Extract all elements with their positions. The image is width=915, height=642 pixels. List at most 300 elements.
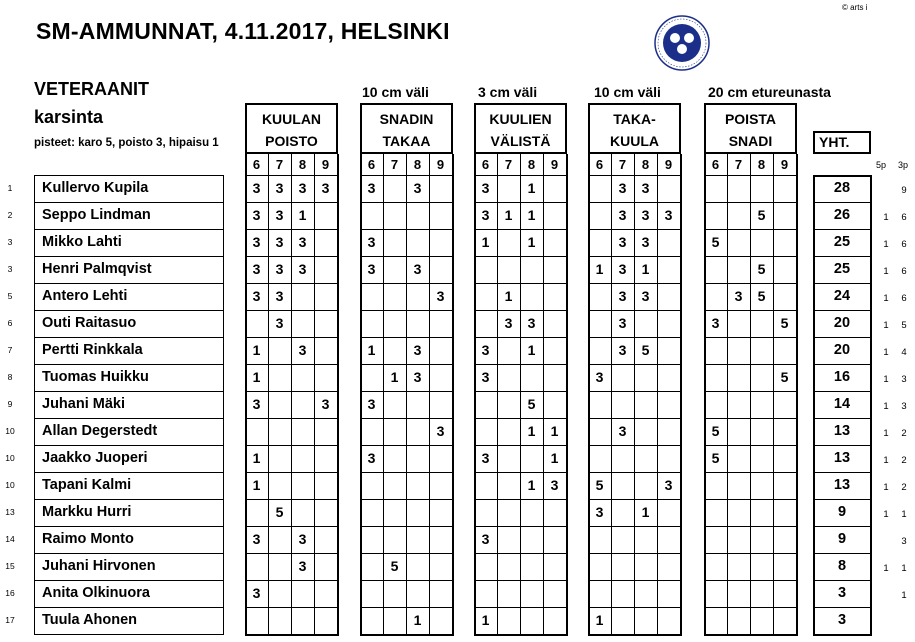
grid-line	[34, 472, 224, 473]
score-cell: 3	[711, 315, 720, 331]
total-score: 25	[833, 234, 851, 250]
score-cell: 3	[275, 180, 284, 196]
score-cell: 5	[390, 558, 399, 574]
score-cell	[406, 526, 429, 553]
score-cell	[429, 364, 452, 391]
score-cell	[657, 418, 680, 445]
grid-line	[34, 391, 224, 392]
grid-line	[34, 499, 224, 500]
scoring-note: pisteet: karo 5, poisto 3, hipaisu 1	[34, 137, 219, 149]
score-cell	[360, 580, 383, 607]
rank-number: 7	[7, 345, 13, 355]
score-cell	[727, 526, 750, 553]
score-cell	[429, 310, 452, 337]
score-cell	[497, 364, 520, 391]
score-cell	[314, 310, 337, 337]
score-cell	[360, 553, 383, 580]
count-5p: 1	[883, 266, 889, 277]
score-cell: 3	[664, 207, 673, 223]
total-score: 16	[833, 369, 851, 385]
score-cell	[474, 418, 497, 445]
score-cell: 5	[711, 423, 720, 439]
score-cell	[314, 553, 337, 580]
score-cell	[429, 607, 452, 634]
player-name: Allan Degerstedt	[42, 423, 158, 439]
subcol-header: 8	[413, 157, 422, 172]
score-cell: 3	[436, 288, 445, 304]
score-cell	[543, 391, 566, 418]
score-cell	[727, 580, 750, 607]
score-cell: 3	[321, 396, 330, 412]
score-cell	[406, 499, 429, 526]
total-score: 24	[833, 288, 851, 304]
score-cell: 3	[367, 261, 376, 277]
score-cell	[543, 175, 566, 202]
count-3p: 1	[901, 509, 907, 520]
subcol-header: 9	[321, 157, 330, 172]
group-header-3: KUULIEN VÄLISTÄ	[474, 103, 567, 154]
subcol-header: 9	[436, 157, 445, 172]
count-5p: 1	[883, 482, 889, 493]
score-cell: 3	[252, 234, 261, 250]
score-cell	[611, 499, 634, 526]
score-cell: 3	[481, 369, 490, 385]
score-cell	[773, 499, 796, 526]
score-cell	[704, 553, 727, 580]
score-cell	[773, 283, 796, 310]
score-cell	[497, 337, 520, 364]
score-cell: 1	[595, 612, 604, 628]
score-cell	[406, 283, 429, 310]
score-cell	[383, 607, 406, 634]
score-cell	[750, 553, 773, 580]
distance-label-3: 10 cm väli	[594, 84, 661, 100]
score-cell	[634, 526, 657, 553]
score-cell	[383, 256, 406, 283]
category-label: VETERAANIT	[34, 79, 150, 99]
score-cell: 5	[641, 342, 650, 358]
score-cell	[750, 364, 773, 391]
score-cell: 3	[252, 288, 261, 304]
score-cell: 1	[550, 450, 559, 466]
count-3p: 1	[901, 563, 907, 574]
grid-line	[337, 154, 339, 634]
score-cell: 1	[504, 288, 513, 304]
grid-line	[245, 634, 339, 636]
score-cell	[727, 310, 750, 337]
grid-line	[813, 580, 872, 581]
score-cell	[291, 310, 314, 337]
rank-number: 13	[5, 507, 15, 517]
score-cell	[773, 256, 796, 283]
score-cell: 3	[413, 342, 422, 358]
player-name: Outi Raitasuo	[42, 315, 137, 331]
score-cell	[429, 202, 452, 229]
score-cell	[383, 499, 406, 526]
score-cell	[611, 553, 634, 580]
score-cell: 3	[413, 261, 422, 277]
score-cell	[543, 364, 566, 391]
grid-line	[813, 364, 872, 365]
subcol-header: 9	[664, 157, 673, 172]
score-cell	[657, 229, 680, 256]
score-cell: 1	[390, 369, 399, 385]
score-cell: 5	[595, 477, 604, 493]
extra-header-5p: 5p	[876, 160, 887, 170]
count-3p: 6	[901, 212, 907, 223]
score-cell	[360, 526, 383, 553]
score-cell	[268, 472, 291, 499]
score-cell: 1	[641, 261, 650, 277]
count-5p: 1	[883, 293, 889, 304]
total-score: 14	[833, 396, 851, 412]
total-score: 20	[833, 315, 851, 331]
score-cell	[360, 364, 383, 391]
score-cell: 3	[618, 234, 627, 250]
score-cell	[750, 229, 773, 256]
rank-number: 17	[5, 615, 15, 625]
total-score: 13	[833, 450, 851, 466]
score-cell: 5	[275, 504, 284, 520]
score-cell	[750, 445, 773, 472]
score-cell	[634, 445, 657, 472]
score-cell	[727, 499, 750, 526]
distance-label-4: 20 cm etureunasta	[708, 84, 831, 100]
rank-number: 8	[7, 372, 13, 382]
subcol-header: 7	[504, 157, 513, 172]
score-cell	[429, 391, 452, 418]
score-cell	[727, 391, 750, 418]
score-cell	[750, 607, 773, 634]
score-cell	[588, 310, 611, 337]
score-cell	[497, 526, 520, 553]
score-cell	[268, 553, 291, 580]
score-cell	[383, 202, 406, 229]
grid-line	[34, 634, 224, 635]
score-cell	[657, 391, 680, 418]
rank-number: 10	[5, 426, 15, 436]
score-cell	[291, 418, 314, 445]
score-cell: 3	[252, 207, 261, 223]
score-cell	[704, 364, 727, 391]
rank-number: 9	[7, 399, 13, 409]
score-cell	[727, 553, 750, 580]
score-cell	[704, 175, 727, 202]
score-cell	[360, 310, 383, 337]
count-3p: 5	[901, 320, 907, 331]
score-cell	[314, 526, 337, 553]
score-cell: 3	[321, 180, 330, 196]
grid-line	[452, 154, 454, 634]
score-cell	[497, 418, 520, 445]
player-name: Tuomas Huikku	[42, 369, 149, 385]
score-cell	[520, 256, 543, 283]
score-cell	[268, 418, 291, 445]
grid-line	[34, 283, 224, 284]
score-cell	[383, 337, 406, 364]
score-cell	[291, 472, 314, 499]
score-cell: 3	[298, 261, 307, 277]
score-cell	[291, 499, 314, 526]
count-3p: 2	[901, 482, 907, 493]
player-name: Henri Palmqvist	[42, 261, 152, 277]
score-cell	[588, 445, 611, 472]
count-3p: 2	[901, 428, 907, 439]
score-cell	[383, 472, 406, 499]
player-name: Seppo Lindman	[42, 207, 151, 223]
score-cell	[245, 607, 268, 634]
score-cell: 5	[780, 369, 789, 385]
score-cell	[406, 580, 429, 607]
score-cell	[429, 472, 452, 499]
score-cell	[727, 607, 750, 634]
score-cell: 3	[481, 207, 490, 223]
rank-number: 2	[7, 210, 13, 220]
score-cell	[588, 391, 611, 418]
score-cell	[314, 256, 337, 283]
score-cell	[750, 418, 773, 445]
player-name: Kullervo Kupila	[42, 180, 149, 196]
score-cell	[429, 337, 452, 364]
score-cell: 1	[527, 180, 536, 196]
count-3p: 3	[901, 536, 907, 547]
score-cell	[704, 472, 727, 499]
grid-line	[796, 154, 798, 634]
phase-label: karsinta	[34, 107, 104, 127]
score-cell	[704, 337, 727, 364]
score-cell	[657, 607, 680, 634]
total-header: YHT.	[813, 131, 871, 154]
grid-line	[813, 391, 872, 392]
grid-line	[34, 337, 224, 338]
score-cell	[543, 256, 566, 283]
score-cell: 1	[527, 477, 536, 493]
score-cell	[497, 445, 520, 472]
score-cell	[383, 580, 406, 607]
score-cell	[750, 310, 773, 337]
score-cell	[657, 283, 680, 310]
score-cell	[704, 283, 727, 310]
score-cell: 3	[618, 288, 627, 304]
score-cell: 3	[641, 234, 650, 250]
grid-line	[813, 499, 872, 500]
grid-line	[474, 634, 568, 636]
score-cell: 1	[481, 234, 490, 250]
subcol-header: 8	[641, 157, 650, 172]
subcol-header: 7	[618, 157, 627, 172]
score-cell	[429, 256, 452, 283]
score-cell	[406, 418, 429, 445]
rank-number: 1	[7, 183, 13, 193]
score-cell	[750, 391, 773, 418]
score-cell	[429, 499, 452, 526]
score-cell	[543, 283, 566, 310]
player-name: Pertti Rinkkala	[42, 342, 143, 358]
rank-number: 3	[7, 264, 13, 274]
score-cell	[634, 364, 657, 391]
score-cell	[383, 229, 406, 256]
score-cell	[773, 526, 796, 553]
score-cell	[474, 553, 497, 580]
score-cell: 3	[252, 531, 261, 547]
score-cell	[314, 472, 337, 499]
grid-line	[813, 337, 872, 338]
score-cell	[429, 580, 452, 607]
group-header-5: POISTA SNADI	[704, 103, 797, 154]
score-cell	[429, 229, 452, 256]
score-cell	[727, 472, 750, 499]
score-cell	[657, 499, 680, 526]
score-cell	[497, 229, 520, 256]
score-cell	[406, 202, 429, 229]
score-cell	[773, 202, 796, 229]
score-cell	[474, 391, 497, 418]
score-cell: 1	[252, 342, 261, 358]
score-cell: 3	[481, 531, 490, 547]
copyright-note: © arts i	[842, 3, 868, 12]
score-cell	[657, 553, 680, 580]
score-cell: 3	[595, 369, 604, 385]
score-cell	[704, 526, 727, 553]
score-cell	[497, 175, 520, 202]
score-cell	[314, 364, 337, 391]
score-cell	[773, 391, 796, 418]
score-cell: 1	[641, 504, 650, 520]
rank-number: 16	[5, 588, 15, 598]
score-cell: 3	[664, 477, 673, 493]
grid-line	[34, 607, 224, 608]
subcol-header: 6	[595, 157, 604, 172]
count-5p: 1	[883, 509, 889, 520]
score-cell	[634, 607, 657, 634]
score-cell: 3	[275, 288, 284, 304]
score-cell: 1	[550, 423, 559, 439]
score-cell	[773, 337, 796, 364]
total-score: 3	[837, 585, 847, 601]
score-cell: 3	[275, 207, 284, 223]
total-score: 13	[833, 423, 851, 439]
score-cell	[750, 175, 773, 202]
player-name: Antero Lehti	[42, 288, 128, 304]
score-cell: 1	[252, 477, 261, 493]
subcol-header: 6	[367, 157, 376, 172]
score-cell	[383, 310, 406, 337]
score-cell	[291, 580, 314, 607]
score-cell	[588, 553, 611, 580]
score-cell: 3	[618, 342, 627, 358]
score-cell	[520, 553, 543, 580]
score-cell: 3	[618, 423, 627, 439]
score-cell	[383, 445, 406, 472]
score-cell	[245, 499, 268, 526]
score-cell	[314, 418, 337, 445]
subcol-header: 9	[550, 157, 559, 172]
score-cell	[657, 445, 680, 472]
grid-line	[566, 154, 568, 634]
grid-line	[680, 154, 682, 634]
score-cell	[406, 229, 429, 256]
score-cell	[611, 607, 634, 634]
grid-line	[813, 445, 872, 446]
subcol-header: 6	[481, 157, 490, 172]
score-cell: 3	[481, 450, 490, 466]
score-cell	[750, 337, 773, 364]
score-cell	[543, 202, 566, 229]
grid-line	[813, 634, 872, 636]
subcol-header: 8	[527, 157, 536, 172]
score-cell	[588, 283, 611, 310]
score-cell	[520, 364, 543, 391]
score-cell	[406, 445, 429, 472]
subcol-header: 8	[298, 157, 307, 172]
score-cell: 3	[641, 207, 650, 223]
distance-label-2: 3 cm väli	[478, 84, 538, 100]
distance-label-1: 10 cm väli	[362, 84, 429, 100]
score-cell	[611, 364, 634, 391]
count-3p: 6	[901, 239, 907, 250]
rank-number: 14	[5, 534, 15, 544]
score-cell: 1	[252, 450, 261, 466]
score-cell	[314, 337, 337, 364]
group-header-1: KUULAN POISTO	[245, 103, 338, 154]
score-cell: 3	[413, 180, 422, 196]
score-cell: 1	[527, 423, 536, 439]
score-cell: 5	[757, 207, 766, 223]
grid-line	[34, 553, 224, 554]
score-cell: 5	[757, 261, 766, 277]
score-cell	[268, 526, 291, 553]
score-cell: 1	[252, 369, 261, 385]
player-name: Juhani Hirvonen	[42, 558, 156, 574]
count-5p: 1	[883, 320, 889, 331]
rank-number: 5	[7, 291, 13, 301]
score-cell	[704, 580, 727, 607]
score-cell: 3	[252, 261, 261, 277]
count-3p: 2	[901, 455, 907, 466]
rank-number: 10	[5, 453, 15, 463]
score-cell	[474, 499, 497, 526]
score-cell	[727, 337, 750, 364]
score-cell	[634, 472, 657, 499]
score-cell	[704, 256, 727, 283]
score-cell: 3	[367, 450, 376, 466]
score-cell: 3	[481, 180, 490, 196]
grid-line	[34, 418, 224, 419]
count-5p: 1	[883, 428, 889, 439]
subcol-header: 6	[252, 157, 261, 172]
score-cell: 3	[252, 396, 261, 412]
count-3p: 6	[901, 266, 907, 277]
score-cell	[773, 580, 796, 607]
grid-line	[34, 580, 224, 581]
score-cell	[657, 580, 680, 607]
grid-line	[34, 175, 35, 634]
count-3p: 3	[901, 401, 907, 412]
score-cell	[291, 607, 314, 634]
score-cell	[727, 364, 750, 391]
total-score: 9	[837, 531, 847, 547]
count-3p: 6	[901, 293, 907, 304]
score-cell	[588, 175, 611, 202]
grid-line	[34, 202, 224, 203]
score-cell	[727, 418, 750, 445]
score-cell	[634, 580, 657, 607]
score-cell: 1	[527, 234, 536, 250]
score-cell	[727, 445, 750, 472]
score-cell	[291, 364, 314, 391]
count-5p: 1	[883, 374, 889, 385]
score-cell	[245, 418, 268, 445]
